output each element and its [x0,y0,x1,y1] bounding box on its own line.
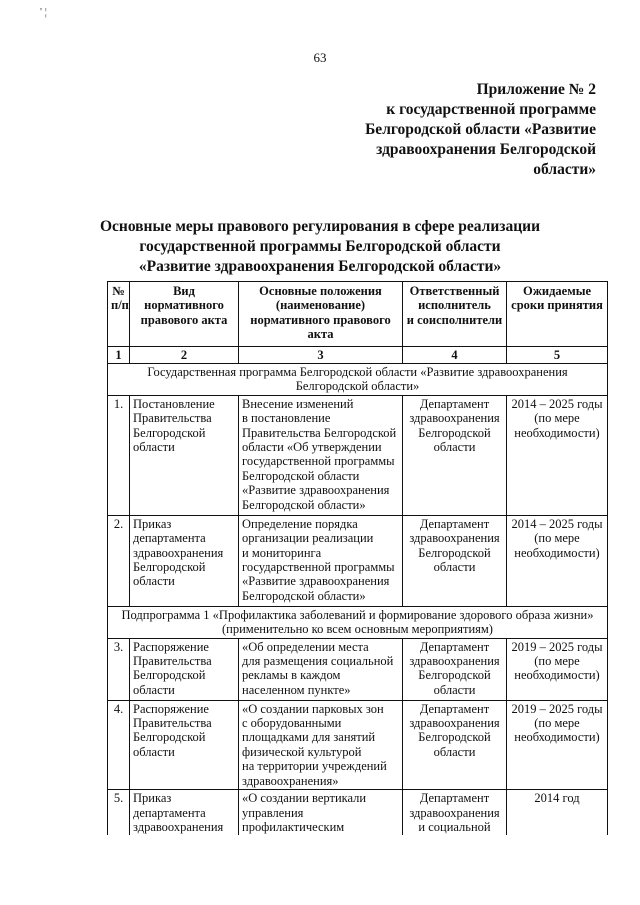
provisions-cell: «Об определении места для размещения социальной рекламы в каждом населенном пункте» [239,638,403,700]
scan-mark: ' ¦ [40,6,47,18]
appendix-line: Белгородской области «Развитие [365,121,596,138]
executor-cell: Департамент здравоохранения Белгородской области [403,395,507,515]
section-title: Подпрограмма 1 «Профилактика заболеваний и формирование здорового образа жизни» (применительно ко всем основным мероприятиям) [108,606,608,638]
table-row [108,700,608,789]
title-line: «Развитие здравоохранения Белгородской области» [138,258,502,275]
column-number: 4 [403,346,507,363]
provisions-cell: «О создании вертикали управления профилактическим [239,790,403,836]
column-number-row [108,346,608,363]
act-type-cell: Приказ департамента здравоохранения Белгородской области [130,515,239,606]
title-line: государственной программы Белгородской области [139,238,501,255]
act-type-cell: Распоряжение Правительства Белгородской области [130,638,239,700]
row-number: 4. [108,700,130,789]
column-number: 2 [130,346,239,363]
header-cell-term: Ожидаемые сроки принятия [507,282,608,347]
provisions-cell: «О создании парковых зон с оборудованными площадками для занятий физической культурой на территории учреждений здравоохранения» [239,700,403,789]
table-row [108,395,608,515]
appendix-line: к государственной программе [386,101,596,118]
section-row [108,606,608,638]
page-number: 63 [313,50,327,65]
act-type-cell: Распоряжение Правительства Белгородской области [130,700,239,789]
appendix-line: Приложение № 2 [476,81,596,98]
term-cell: 2014 – 2025 годы (по мере необходимости) [507,515,608,606]
header-cell-provisions: Основные положения (наименование) нормативного правового акта [239,282,403,347]
section-title: Государственная программа Белгородской области «Развитие здравоохранения Белгородской области» [108,364,608,396]
term-cell: 2019 – 2025 годы (по мере необходимости) [507,638,608,700]
term-cell: 2019 – 2025 годы (по мере необходимости) [507,700,608,789]
row-number: 5. [108,790,130,836]
row-number: 1. [108,395,130,515]
header-row [108,282,608,347]
executor-cell: Департамент здравоохранения Белгородской области [403,700,507,789]
act-type-cell: Постановление Правительства Белгородской области [130,395,239,515]
term-cell: 2014 – 2025 годы (по мере необходимости) [507,395,608,515]
executor-cell: Департамент здравоохранения Белгородской области [403,638,507,700]
executor-cell: Департамент здравоохранения Белгородской области [403,515,507,606]
document-title [0,217,640,277]
appendix-header [346,80,596,180]
act-type-cell: Приказ департамента здравоохранения [130,790,239,836]
row-number: 3. [108,638,130,700]
column-number: 1 [108,346,130,363]
table-row [108,790,608,836]
header-cell-number: № п/п [108,282,130,347]
table-row [108,515,608,606]
header-cell-act-type: Вид нормативного правового акта [130,282,239,347]
title-line: Основные меры правового регулирования в сфере реализации [99,218,541,235]
row-number: 2. [108,515,130,606]
header-cell-executor: Ответственный исполнитель и соисполнители [403,282,507,347]
section-row [108,364,608,396]
appendix-line: области» [533,161,596,178]
column-number: 3 [239,346,403,363]
regulation-table [107,281,608,835]
provisions-cell: Определение порядка организации реализации и мониторинга государственной программы «Развитие здравоохранения Белгородской области» [239,515,403,606]
appendix-line: здравоохранения Белгородской [376,141,596,158]
table-row [108,638,608,700]
provisions-cell: Внесение изменений в постановление Правительства Белгородской области «Об утверждении государственной программы Белгородской области «Развитие здравоохранения Белгородской области» [239,395,403,515]
executor-cell: Департамент здравоохранения и социальной [403,790,507,836]
term-cell: 2014 год [507,790,608,836]
column-number: 5 [507,346,608,363]
